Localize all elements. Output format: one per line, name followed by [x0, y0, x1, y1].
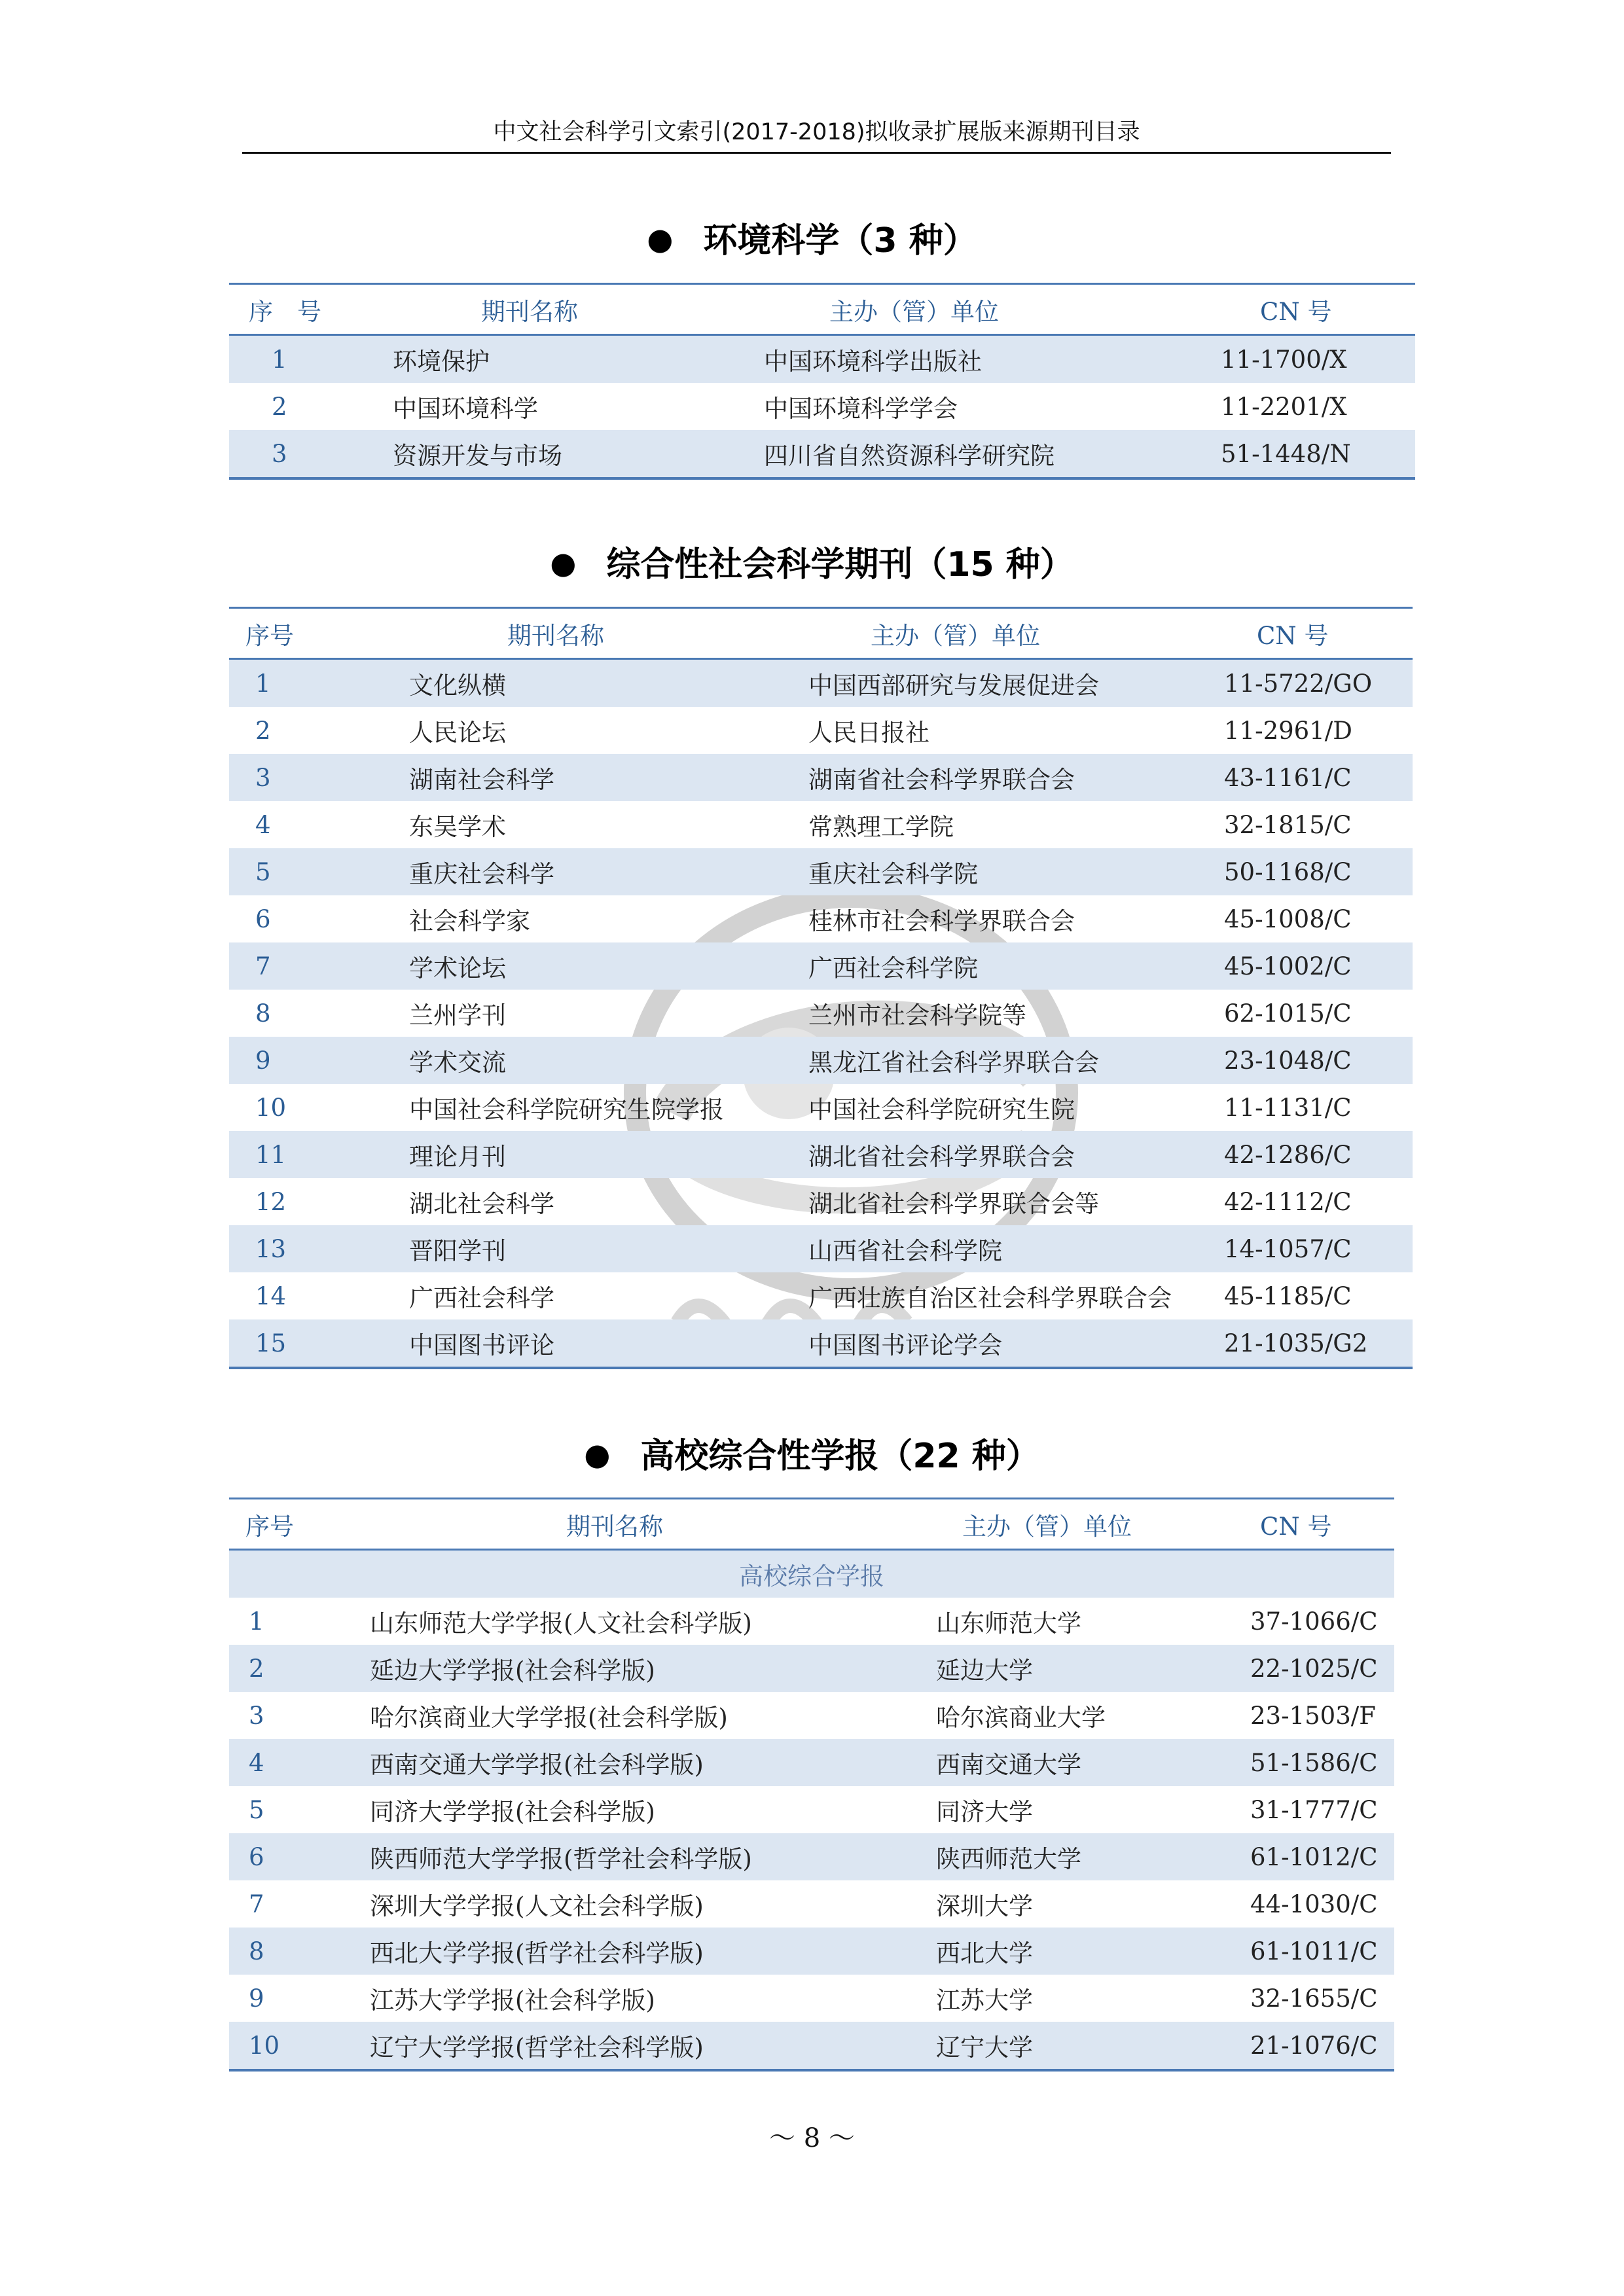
row-journal: 社会科学家 [409, 907, 530, 935]
row-cn: 21-1035/G2 [1204, 1319, 1413, 1368]
row-cn: 11-2961/D [1224, 716, 1352, 745]
row-number: 7 [249, 1890, 264, 1918]
table-row [229, 335, 1415, 384]
row-journal: 环境保护 [357, 335, 710, 384]
row-cn: 51-1448/N [1191, 430, 1415, 478]
row-cn: 51-1586/C [1204, 1739, 1394, 1786]
col-header-journal: 期刊名称 [380, 608, 785, 659]
row-journal: 湖南社会科学 [380, 754, 785, 801]
row-journal: 山东师范大学学报(人文社会科学版) [370, 1609, 752, 1638]
row-number: 7 [229, 942, 380, 990]
header-rule [242, 152, 1391, 154]
row-cn: 44-1030/C [1250, 1890, 1378, 1918]
bullet-icon: ● [647, 221, 674, 257]
row-cn: 22-1025/C [1204, 1645, 1394, 1692]
row-journal: 学术论坛 [380, 942, 785, 990]
table-row [229, 1084, 1413, 1131]
row-sponsor: 中国西部研究与发展促进会 [785, 659, 1204, 708]
row-cn: 45-1185/C [1224, 1282, 1352, 1310]
row-number: 11 [229, 1131, 380, 1178]
row-sponsor: 重庆社会科学院 [785, 848, 1204, 895]
row-sponsor: 中国环境科学出版社 [710, 335, 1191, 384]
row-cn: 21-1076/C [1204, 2022, 1394, 2070]
row-sponsor: 常熟理工学院 [808, 813, 954, 841]
row-sponsor: 深圳大学 [936, 1892, 1033, 1920]
table-header-row [229, 608, 1413, 659]
page-number: ～ 8 ～ [769, 2123, 855, 2153]
row-cn: 11-5722/GO [1204, 659, 1413, 708]
row-sponsor: 黑龙江省社会科学界联合会 [785, 1037, 1204, 1084]
row-cn: 61-1011/C [1204, 1928, 1394, 1975]
table-university-journals [229, 1498, 1394, 2072]
row-number: 5 [229, 848, 380, 895]
row-sponsor: 同济大学 [936, 1798, 1033, 1826]
row-number: 2 [272, 392, 287, 421]
table-comprehensive-social-science [229, 607, 1413, 1369]
bullet-icon: ● [584, 1437, 611, 1472]
row-journal: 人民论坛 [409, 719, 506, 747]
row-number: 1 [229, 335, 357, 384]
row-number: 6 [229, 1833, 353, 1880]
row-cn: 14-1057/C [1204, 1225, 1413, 1272]
row-journal: 理论月刊 [380, 1131, 785, 1178]
row-sponsor: 哈尔滨商业大学 [936, 1704, 1106, 1732]
row-number: 4 [229, 1739, 353, 1786]
row-sponsor: 西南交通大学 [916, 1739, 1204, 1786]
row-journal: 中国图书评论 [380, 1319, 785, 1368]
row-journal: 西北大学学报(哲学社会科学版) [353, 1928, 916, 1975]
row-number: 2 [229, 1645, 353, 1692]
col-header-sponsor: 主办（管）单位 [916, 1499, 1204, 1550]
table-row [229, 990, 1413, 1037]
row-cn: 11-2201/X [1221, 392, 1347, 421]
row-sponsor: 江苏大学 [936, 1986, 1033, 2015]
row-cn: 45-1008/C [1224, 905, 1352, 933]
row-journal: 学术交流 [380, 1037, 785, 1084]
row-number: 9 [229, 1037, 380, 1084]
col-header-sponsor: 主办（管）单位 [710, 284, 1191, 335]
row-sponsor: 兰州市社会科学院等 [808, 1001, 1026, 1030]
row-number: 1 [249, 1607, 264, 1636]
row-sponsor: 湖南省社会科学界联合会 [785, 754, 1204, 801]
row-journal: 辽宁大学学报(哲学社会科学版) [353, 2022, 916, 2070]
row-sponsor: 中国社会科学院研究生院 [808, 1096, 1075, 1124]
section-title-environment: ● 环境科学（3 种） [0, 213, 1624, 267]
col-header-journal: 期刊名称 [357, 284, 710, 335]
row-journal: 重庆社会科学 [380, 848, 785, 895]
row-journal: 中国社会科学院研究生院学报 [409, 1096, 724, 1124]
table-row [229, 1786, 1394, 1833]
table-row [229, 1272, 1413, 1319]
row-journal: 文化纵横 [380, 659, 785, 708]
row-cn: 31-1777/C [1250, 1795, 1378, 1824]
section-title-university-journals: ● 高校综合性学报（22 种） [0, 1428, 1624, 1482]
row-cn: 23-1048/C [1204, 1037, 1413, 1084]
table-row [229, 1880, 1394, 1928]
row-sponsor: 中国环境科学学会 [764, 395, 958, 423]
table-row [229, 1692, 1394, 1739]
row-number: 9 [249, 1984, 264, 2013]
row-number: 15 [229, 1319, 380, 1368]
table-row [229, 2022, 1394, 2070]
col-header-sponsor: 主办（管）单位 [785, 608, 1204, 659]
row-sponsor: 山西省社会科学院 [785, 1225, 1204, 1272]
table-row [229, 659, 1413, 708]
row-cn: 11-1700/X [1191, 335, 1415, 384]
row-cn: 23-1503/F [1250, 1701, 1376, 1730]
row-sponsor: 辽宁大学 [916, 2022, 1204, 2070]
row-sponsor: 桂林市社会科学界联合会 [808, 907, 1075, 935]
row-sponsor: 广西社会科学院 [785, 942, 1204, 990]
row-journal: 深圳大学学报(人文社会科学版) [370, 1892, 704, 1920]
table-row [229, 1645, 1394, 1692]
row-number: 10 [255, 1093, 287, 1122]
row-number: 5 [249, 1795, 264, 1824]
row-sponsor: 湖北省社会科学界联合会等 [808, 1190, 1099, 1218]
subheader-row [229, 1550, 1394, 1598]
row-number: 8 [255, 999, 271, 1028]
table-row [229, 801, 1413, 848]
row-sponsor: 中国图书评论学会 [785, 1319, 1204, 1368]
page-header-title: 中文社会科学引文索引(2017-2018)拟收录扩展版来源期刊目录 [493, 119, 1140, 145]
row-cn: 62-1015/C [1224, 999, 1352, 1028]
row-number: 12 [255, 1187, 287, 1216]
table-header-row [229, 1499, 1394, 1550]
row-sponsor: 广西壮族自治区社会科学界联合会 [808, 1284, 1172, 1312]
table-row [229, 1739, 1394, 1786]
col-header-cn: CN 号 [1204, 1499, 1394, 1550]
row-journal: 东吴学术 [409, 813, 506, 841]
row-cn: 45-1002/C [1204, 942, 1413, 990]
row-journal: 延边大学学报(社会科学版) [353, 1645, 916, 1692]
table-header-row [229, 284, 1415, 335]
row-sponsor: 人民日报社 [808, 719, 929, 747]
row-sponsor: 四川省自然资源科学研究院 [710, 430, 1191, 478]
table-row [229, 383, 1415, 430]
row-journal: 西南交通大学学报(社会科学版) [353, 1739, 916, 1786]
table-row [229, 942, 1413, 990]
table-row [229, 848, 1413, 895]
table-row [229, 1833, 1394, 1880]
row-sponsor: 延边大学 [916, 1645, 1204, 1692]
row-cn: 50-1168/C [1204, 848, 1413, 895]
col-header-cn: CN 号 [1204, 608, 1413, 659]
col-header-journal: 期刊名称 [353, 1499, 916, 1550]
row-journal: 晋阳学刊 [380, 1225, 785, 1272]
row-journal: 中国环境科学 [393, 395, 538, 423]
row-journal: 陕西师范大学学报(哲学社会科学版) [353, 1833, 916, 1880]
row-sponsor: 山东师范大学 [936, 1609, 1081, 1638]
subheader-label: 高校综合学报 [229, 1550, 1394, 1598]
row-sponsor: 湖北省社会科学界联合会 [785, 1131, 1204, 1178]
table-row [229, 754, 1413, 801]
row-number: 3 [249, 1701, 264, 1730]
row-number: 3 [229, 430, 357, 478]
table-row [229, 1928, 1394, 1975]
row-cn: 43-1161/C [1204, 754, 1413, 801]
row-journal: 广西社会科学 [409, 1284, 554, 1312]
row-journal: 资源开发与市场 [357, 430, 710, 478]
row-sponsor: 陕西师范大学 [916, 1833, 1204, 1880]
col-header-cn: CN 号 [1191, 284, 1415, 335]
col-header-number: 序 号 [229, 284, 357, 335]
row-cn: 32-1655/C [1250, 1984, 1378, 2013]
table-environment [229, 283, 1415, 480]
row-cn: 37-1066/C [1250, 1607, 1378, 1636]
bullet-icon: ● [550, 545, 577, 581]
table-row [229, 1319, 1413, 1368]
row-journal: 江苏大学学报(社会科学版) [370, 1986, 655, 2015]
row-journal: 哈尔滨商业大学学报(社会科学版) [370, 1704, 728, 1732]
row-cn: 42-1112/C [1224, 1187, 1352, 1216]
row-number: 3 [229, 754, 380, 801]
table-row [229, 1131, 1413, 1178]
row-number: 1 [229, 659, 380, 708]
table-row [229, 1037, 1413, 1084]
row-number: 4 [255, 810, 271, 839]
row-number: 2 [255, 716, 271, 745]
table-row [229, 707, 1413, 754]
row-number: 14 [255, 1282, 287, 1310]
row-sponsor: 西北大学 [916, 1928, 1204, 1975]
row-journal: 同济大学学报(社会科学版) [370, 1798, 655, 1826]
col-header-number: 序号 [229, 1499, 353, 1550]
row-number: 13 [229, 1225, 380, 1272]
table-row [229, 1178, 1413, 1225]
row-cn: 42-1286/C [1204, 1131, 1413, 1178]
row-number: 6 [255, 905, 271, 933]
section-title-comprehensive-social-science: ● 综合性社会科学期刊（15 种） [0, 537, 1624, 591]
table-row [229, 1975, 1394, 2022]
row-number: 8 [229, 1928, 353, 1975]
row-number: 10 [229, 2022, 353, 2070]
table-row [229, 895, 1413, 942]
row-cn: 61-1012/C [1204, 1833, 1394, 1880]
table-row [229, 430, 1415, 478]
row-cn: 32-1815/C [1224, 810, 1352, 839]
table-row [229, 1598, 1394, 1645]
table-row [229, 1225, 1413, 1272]
row-cn: 11-1131/C [1224, 1093, 1352, 1122]
row-journal: 兰州学刊 [409, 1001, 506, 1030]
col-header-number: 序号 [229, 608, 380, 659]
row-journal: 湖北社会科学 [409, 1190, 554, 1218]
